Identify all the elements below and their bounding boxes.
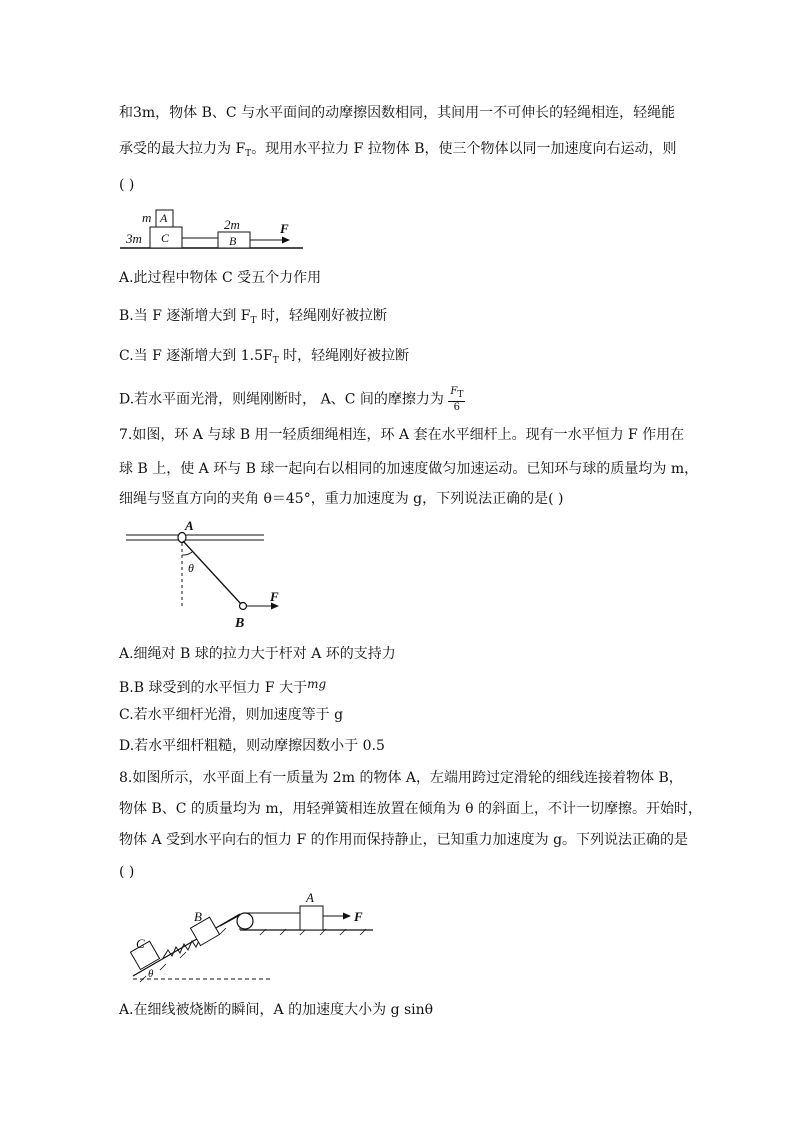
q6-optc-part2: 时，轻绳刚好被拉断 <box>278 348 410 364</box>
q7-ring-a <box>178 533 186 543</box>
q8-answer-paren: ( ) <box>119 864 135 880</box>
q6-label-3m: 3m <box>126 231 142 246</box>
q7-label-theta: θ <box>188 561 194 575</box>
q6-line2-part1: 承受的最大拉力为 F <box>119 141 246 157</box>
q6-option-d <box>119 386 465 413</box>
q7-optb-text: B.B 球受到的水平恒力 F 大于 <box>119 680 308 696</box>
q7-label-f: F <box>270 589 279 604</box>
q8-option-a: A.在细线被烧断的瞬间，A 的加速度大小为 g sinθ <box>119 1002 434 1018</box>
q8-text-line-2: 物体 B、C 的质量均为 m，用轻弹簧相连放置在倾角为 θ 的斜面上，不计一切摩擦。开始时， <box>119 801 702 817</box>
q6-optd-fraction <box>448 386 465 413</box>
q6-optd-numerator <box>448 386 465 402</box>
q8-text-line-1: 8.如图所示，水平面上有一质量为 2m 的物体 A，左端用跨过定滑轮的细线连接着物体 B， <box>119 770 683 786</box>
q8-label-theta: θ <box>148 968 154 980</box>
q7-option-d: D.若水平细杆粗糙，则动摩擦因数小于 0.5 <box>119 738 385 754</box>
q6-force-arrowhead <box>282 237 290 244</box>
q7-ball-b <box>240 603 247 610</box>
q6-line2-part2: 。现用水平拉力 F 拉物体 B，使三个物体以同一加速度向右运动，则 <box>251 141 677 157</box>
q6-answer-paren: ( ) <box>119 177 135 193</box>
q6-label-f: F <box>280 221 289 236</box>
q7-label-a: A <box>185 518 194 533</box>
q8-surface-hatching <box>140 916 366 982</box>
q7-option-b <box>119 674 326 698</box>
q6-label-a: A <box>160 211 168 225</box>
q6-optc-part1: C.当 F 逐渐增大到 1.5F <box>119 348 273 364</box>
q7-figure <box>124 515 284 635</box>
q8-label-b: B <box>194 909 202 924</box>
q7-angle-arc <box>182 552 192 555</box>
q6-optb-sub: T <box>250 316 257 326</box>
q8-force-arrowhead <box>343 913 351 920</box>
q6-label-b: B <box>229 234 237 248</box>
q8-label-a: A <box>306 890 314 905</box>
q6-label-2m: 2m <box>224 217 240 232</box>
q6-optb-part2: 时，轻绳刚好被拉断 <box>256 308 387 324</box>
q7-option-a: A.细绳对 B 球的拉力大于杆对 A 环的支持力 <box>119 646 396 662</box>
q8-label-c: C <box>136 936 145 951</box>
q7-option-c: C.若水平细杆光滑，则加速度等于 g <box>119 707 344 723</box>
q8-text-line-3: 物体 A 受到水平向右的恒力 F 的作用而保持静止，已知重力加速度为 g。下列说法正确的是 <box>119 832 689 848</box>
q6-label-m: m <box>142 210 152 225</box>
q6-optd-num-f: F <box>450 386 458 397</box>
q6-optd-num-sub: T <box>457 390 464 400</box>
q7-label-b: B <box>235 616 245 631</box>
q6-label-c: C <box>161 231 170 245</box>
q6-option-b <box>119 306 387 331</box>
q8-pulley <box>237 913 253 929</box>
q6-line2-sub: T <box>245 149 252 159</box>
q6-optb-part1: B.当 F 逐渐增大到 F <box>119 308 251 324</box>
q6-figure <box>118 205 318 255</box>
q6-option-a: A.此过程中物体 C 受五个力作用 <box>119 270 322 286</box>
q8-block-a <box>300 906 323 930</box>
q8-label-f: F <box>354 909 363 924</box>
q6-text-line-2 <box>119 139 677 164</box>
q7-text-line-1: 7.如图，环 A 与球 B 用一轻质细绳相连，环 A 套在水平细杆上。现有一水平恒力 F 作用在 <box>119 427 685 443</box>
q6-option-c <box>119 346 409 371</box>
q7-text-line-3: 细绳与竖直方向的夹角 θ＝45°，重力加速度为 g，下列说法正确的是( ) <box>119 491 564 507</box>
q8-block-c <box>130 941 159 969</box>
q8-figure <box>128 890 378 990</box>
q6-text-line-1: 和3m，物体 B、C 与水平面间的动摩擦因数相同，其间用一不可伸长的轻绳相连，轻绳能 <box>119 105 676 121</box>
q6-optd-denominator: 6 <box>453 402 461 413</box>
q7-text-line-2: 球 B 上，使 A 环与 B 球一起向右以相同的加速度做匀加速运动。已知环与球的质量均为 m， <box>119 461 699 477</box>
q7-optb-mg: mg <box>307 677 327 691</box>
q6-optc-sub: T <box>272 356 279 366</box>
q6-optd-text: D.若水平面光滑，则绳刚断时， A、C 间的摩擦力为 <box>119 391 444 408</box>
